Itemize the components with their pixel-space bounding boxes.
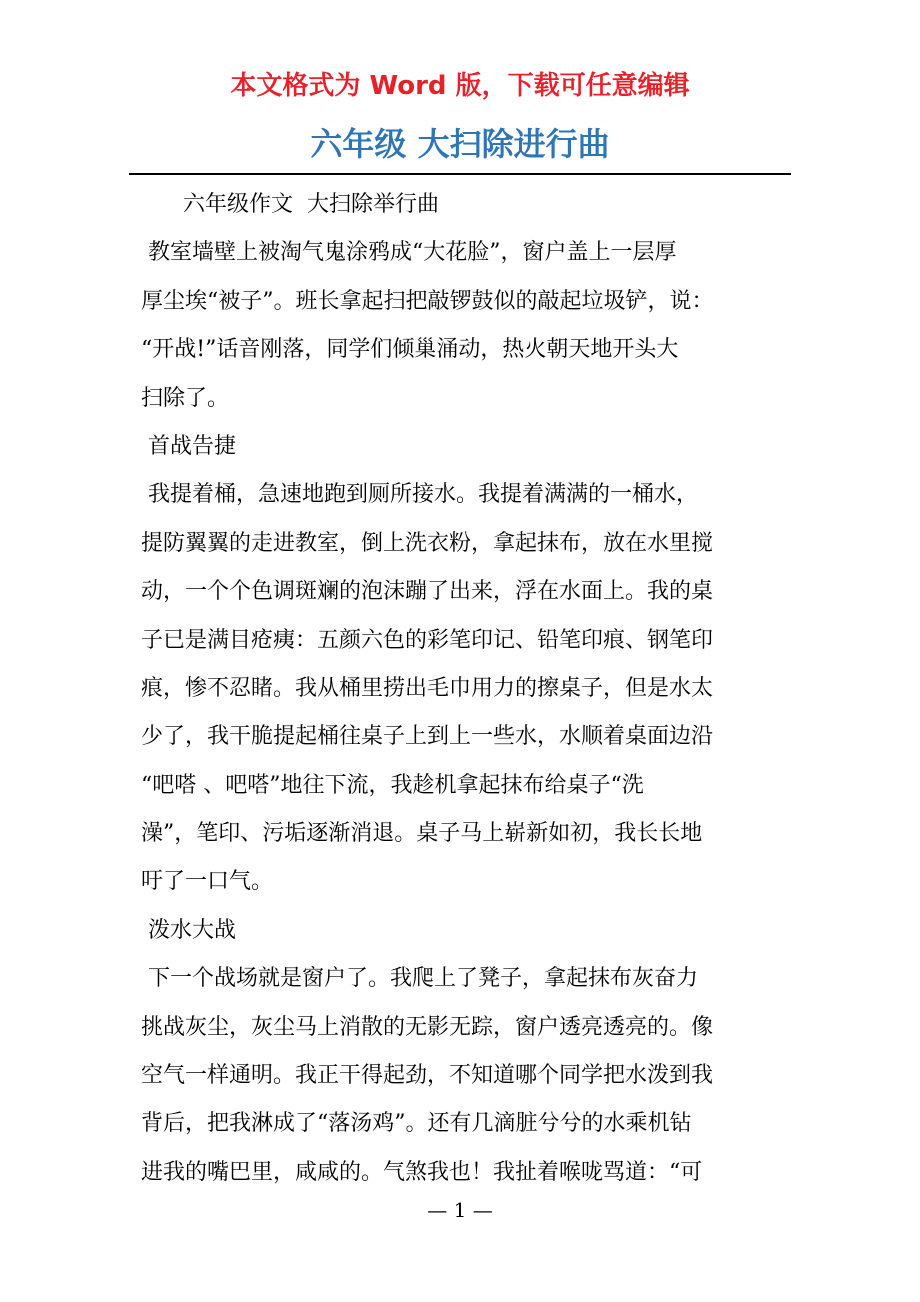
paragraph-line: 痕，惨不忍睹。我从桶里捞出毛巾用力的擦桌子，但是水太 — [141, 675, 714, 701]
section-heading: 首战告捷 — [141, 433, 236, 459]
paragraph-line: 挑战灰尘，灰尘马上消散的无影无踪，窗户透亮透亮的。像 — [141, 1014, 714, 1040]
paragraph-line: 进我的嘴巴里，咸咸的。气煞我也！我扯着喉咙骂道：“可 — [141, 1159, 703, 1185]
article-heading: 六年级作文 大扫除举行曲 — [141, 192, 439, 217]
download-banner: 本文格式为 Word 版，下载可任意编辑 — [230, 71, 690, 101]
paragraph-line: 子已是满目疮痍：五颜六色的彩笔印记、铅笔印痕、钢笔印 — [141, 627, 714, 653]
paragraph-line: 下一个战场就是窗户了。我爬上了凳子，拿起抹布灰奋力 — [141, 966, 698, 992]
paragraph-line: 扫除了。 — [141, 385, 230, 411]
paragraph-line: 教室墙壁上被淘气鬼涂鸦成“大花脸”，窗户盖上一层厚 — [141, 240, 677, 266]
paragraph-line: 澡”，笔印、污垢逐渐消退。桌子马上崭新如初，我长长地 — [141, 821, 703, 847]
section-heading: 泼水大战 — [141, 917, 236, 943]
article-body — [141, 185, 781, 1201]
paragraph-line: 吁了一口气。 — [141, 869, 274, 895]
paragraph-line: 少了，我干脆提起桶往桌子上到上一些水，水顺着桌面边沿 — [141, 724, 714, 750]
paragraph-line: 动，一个个色调斑斓的泡沫蹦了出来，浮在水面上。我的桌 — [141, 579, 714, 605]
page-title: 六年级 大扫除进行曲 — [310, 125, 610, 163]
paragraph-line: 空气一样通明。我正干得起劲，不知道哪个同学把水泼到我 — [141, 1063, 714, 1089]
paragraph-line: 提防翼翼的走进教室，倒上洗衣粉，拿起抹布，放在水里搅 — [141, 530, 714, 556]
paragraph-line: “吧嗒 、吧嗒”地往下流，我趁机拿起抹布给桌子“洗 — [141, 772, 644, 798]
paragraph-line: “开战!”话音刚落，同学们倾巢涌动，热火朝天地开头大 — [141, 337, 679, 363]
paragraph-line: 背后，把我淋成了“落汤鸡”。还有几滴脏兮兮的水乘机钻 — [141, 1111, 692, 1137]
title-divider — [129, 173, 791, 175]
paragraph-line: 我提着桶，急速地跑到厕所接水。我提着满满的一桶水， — [141, 482, 698, 508]
paragraph-line: 厚尘埃“被子”。班长拿起扫把敲锣鼓似的敲起垃圾铲，说： — [141, 288, 714, 314]
page-number: — 1 — — [427, 1198, 493, 1222]
